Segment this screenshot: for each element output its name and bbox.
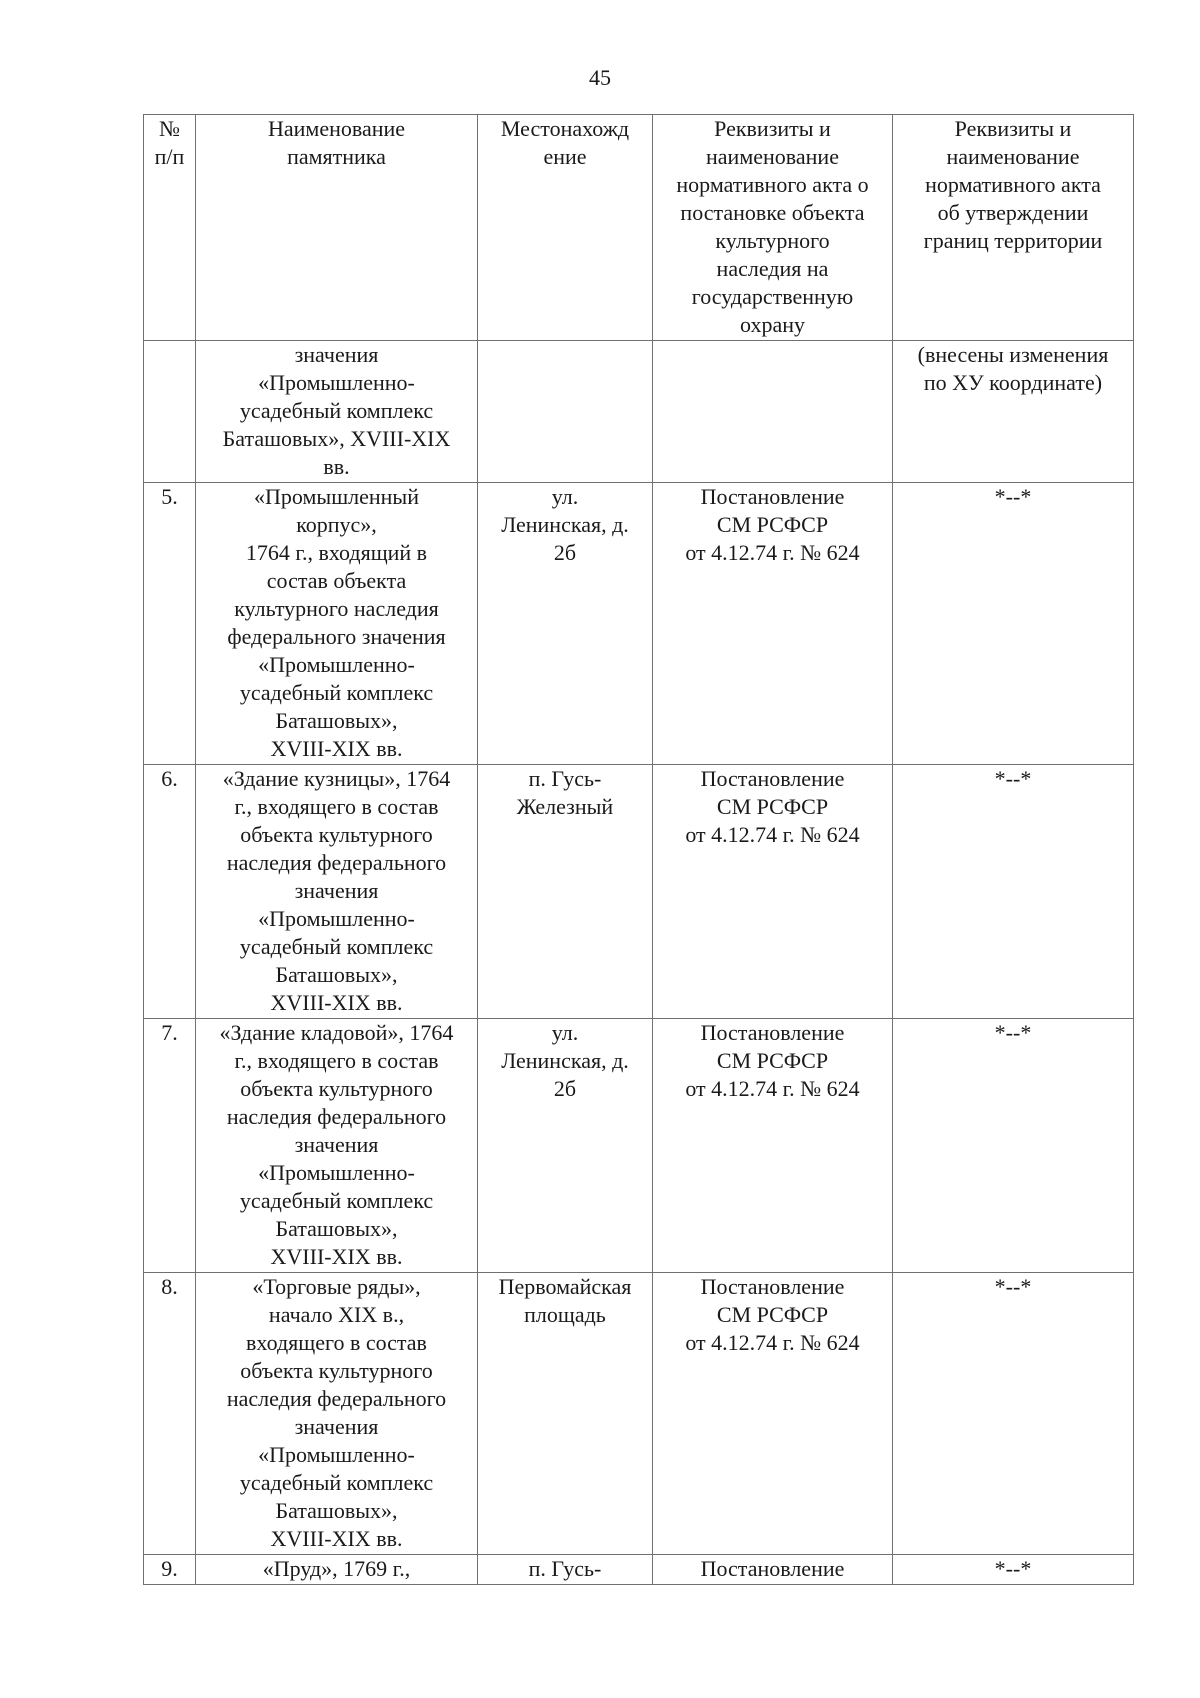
- cell-text-line: усадебный комплекс: [239, 934, 434, 959]
- cell-text-line: наследия федерального: [226, 1386, 447, 1411]
- page-number: 45: [589, 65, 611, 90]
- cell-text-line: нормативного акта: [925, 172, 1101, 197]
- cell-text-line: культурного наследия: [234, 596, 439, 621]
- cell-text-line: «Промышленно-: [258, 1160, 415, 1185]
- cell-text-line: Первомайская: [498, 1274, 632, 1299]
- header-location: [478, 115, 653, 341]
- cell-location: [478, 765, 653, 1019]
- cell-text-line: Постановление: [700, 484, 845, 509]
- cell-text-line: 9.: [161, 1556, 178, 1581]
- cell-text-line: начало XIX в.,: [268, 1302, 405, 1327]
- cell-text-line: наследия федерального: [226, 850, 447, 875]
- cell-text-line: объекта культурного: [240, 1358, 433, 1383]
- cell-text-line: Ленинская, д.: [501, 1048, 629, 1073]
- cell-text-line: усадебный комплекс: [239, 1470, 434, 1495]
- cell-text-line: *--*: [994, 766, 1032, 791]
- table-row: [144, 765, 1134, 1019]
- cell-text-line: государственную: [691, 284, 854, 309]
- cell-text-line: *--*: [994, 1020, 1032, 1045]
- cell-text-line: Постановление: [700, 1556, 845, 1581]
- header-protection-act: [653, 115, 893, 341]
- cell-text-line: от 4.12.74 г. № 624: [685, 1076, 860, 1101]
- cell-text-line: усадебный комплекс: [239, 1188, 434, 1213]
- cell-text-line: Реквизиты и: [954, 116, 1072, 141]
- cell-text-line: 2б: [553, 540, 577, 565]
- cell-text-line: объекта культурного: [240, 1076, 433, 1101]
- cell-text-line: п. Гусь-: [528, 1556, 602, 1581]
- cell-text-line: СМ РСФСР: [716, 1302, 829, 1327]
- cell-text-line: Ленинская, д.: [501, 512, 629, 537]
- table-body: [144, 341, 1134, 1585]
- cell-text-line: Местонахожд: [500, 116, 630, 141]
- cell-boundaries-act: [893, 1273, 1134, 1555]
- cell-text-line: наименование: [946, 144, 1080, 169]
- cell-protection-act: [653, 483, 893, 765]
- cell-text-line: ул.: [551, 484, 579, 509]
- cell-number: [144, 1555, 196, 1585]
- cell-text-line: наследия федерального: [226, 1104, 447, 1129]
- cell-boundaries-act: [893, 1555, 1134, 1585]
- cell-text-line: *--*: [994, 1556, 1032, 1581]
- cell-monument-name: [196, 765, 478, 1019]
- monuments-table: [143, 114, 1134, 1585]
- cell-text-line: «Здание кузницы», 1764: [222, 766, 451, 791]
- cell-text-line: усадебный комплекс: [239, 398, 434, 423]
- cell-text-line: «Пруд», 1769 г.,: [262, 1556, 411, 1581]
- cell-text-line: *--*: [994, 1274, 1032, 1299]
- cell-text-line: 8.: [161, 1274, 178, 1299]
- cell-monument-name: [196, 341, 478, 483]
- header-number: [144, 115, 196, 341]
- table-row: [144, 341, 1134, 483]
- cell-protection-act: [653, 765, 893, 1019]
- cell-location: [478, 483, 653, 765]
- table-row: [144, 1273, 1134, 1555]
- cell-text-line: «Промышленно-: [258, 906, 415, 931]
- header-boundaries-act: [893, 115, 1134, 341]
- cell-number: [144, 483, 196, 765]
- cell-protection-act: [653, 341, 893, 483]
- cell-text-line: г., входящего в состав: [234, 794, 439, 819]
- cell-monument-name: [196, 1019, 478, 1273]
- cell-location: [478, 1273, 653, 1555]
- cell-text-line: об утверждении: [937, 200, 1089, 225]
- cell-text-line: постановке объекта: [680, 200, 865, 225]
- cell-text-line: 2б: [553, 1076, 577, 1101]
- cell-text-line: наследия на: [716, 256, 829, 281]
- cell-text-line: «Торговые ряды»,: [252, 1274, 421, 1299]
- cell-text-line: 6.: [161, 766, 178, 791]
- cell-monument-name: [196, 1273, 478, 1555]
- cell-text-line: площадь: [524, 1302, 606, 1327]
- cell-text-line: (внесены изменения: [917, 342, 1109, 367]
- cell-monument-name: [196, 1555, 478, 1585]
- cell-text-line: «Промышленный: [254, 484, 419, 509]
- cell-protection-act: [653, 1019, 893, 1273]
- cell-monument-name: [196, 483, 478, 765]
- cell-text-line: охрану: [740, 312, 805, 337]
- cell-text-line: п. Гусь-: [528, 766, 602, 791]
- cell-text-line: корпус»,: [296, 512, 377, 537]
- cell-text-line: СМ РСФСР: [716, 512, 829, 537]
- cell-text-line: от 4.12.74 г. № 624: [685, 1330, 860, 1355]
- cell-text-line: по ХУ координате): [923, 370, 1103, 395]
- cell-boundaries-act: [893, 483, 1134, 765]
- cell-text-line: Железный: [516, 794, 614, 819]
- cell-text-line: наименование: [706, 144, 839, 169]
- cell-text-line: Баташовых»,: [275, 1216, 398, 1241]
- cell-boundaries-act: [893, 1019, 1134, 1273]
- cell-number: [144, 765, 196, 1019]
- cell-text-line: от 4.12.74 г. № 624: [685, 822, 860, 847]
- table-row: [144, 483, 1134, 765]
- cell-text-line: Баташовых»,: [275, 1498, 398, 1523]
- table-row: [144, 1555, 1134, 1585]
- header-monument-name: [196, 115, 478, 341]
- cell-text-line: Баташовых»,: [275, 708, 398, 733]
- cell-text-line: XVIII-XIX вв.: [270, 990, 403, 1015]
- cell-text-line: «Промышленно-: [258, 1442, 415, 1467]
- cell-text-line: Постановление: [700, 766, 845, 791]
- cell-text-line: XVIII-XIX вв.: [270, 1526, 403, 1551]
- cell-text-line: СМ РСФСР: [716, 794, 829, 819]
- table-header-row: [144, 115, 1134, 341]
- cell-number: [144, 341, 196, 483]
- cell-text-line: значения: [294, 878, 379, 903]
- cell-text-line: Реквизиты и: [714, 116, 831, 141]
- cell-text-line: нормативного акта о: [676, 172, 869, 197]
- cell-text-line: ул.: [551, 1020, 579, 1045]
- cell-text-line: значения: [294, 1132, 379, 1157]
- cell-boundaries-act: [893, 765, 1134, 1019]
- cell-text-line: «Здание кладовой», 1764: [219, 1020, 454, 1045]
- cell-text-line: *--*: [994, 484, 1032, 509]
- cell-text-line: «Промышленно-: [258, 652, 415, 677]
- cell-location: [478, 1555, 653, 1585]
- cell-text-line: ение: [543, 144, 587, 169]
- cell-number: [144, 1019, 196, 1273]
- cell-text-line: 7.: [161, 1020, 178, 1045]
- cell-text-line: СМ РСФСР: [716, 1048, 829, 1073]
- cell-text-line: Наименование: [267, 116, 406, 141]
- cell-text-line: Постановление: [700, 1020, 845, 1045]
- cell-text-line: XVIII-XIX вв.: [270, 736, 403, 761]
- cell-text-line: федерального значения: [227, 624, 446, 649]
- cell-text-line: п/п: [154, 144, 185, 169]
- cell-text-line: Постановление: [700, 1274, 845, 1299]
- cell-text-line: входящего в состав: [246, 1330, 427, 1355]
- cell-text-line: Баташовых»,: [275, 962, 398, 987]
- cell-boundaries-act: [893, 341, 1134, 483]
- cell-text-line: XVIII-XIX вв.: [270, 1244, 403, 1269]
- cell-text-line: Баташовых», XVIII-XIX: [222, 426, 451, 451]
- cell-text-line: 5.: [161, 484, 178, 509]
- cell-text-line: состав объекта: [266, 568, 407, 593]
- cell-text-line: значения: [294, 1414, 379, 1439]
- cell-text-line: границ территории: [923, 228, 1103, 253]
- table-row: [144, 1019, 1134, 1273]
- cell-protection-act: [653, 1555, 893, 1585]
- cell-text-line: объекта культурного: [240, 822, 433, 847]
- cell-text-line: памятника: [287, 144, 386, 169]
- cell-text-line: от 4.12.74 г. № 624: [685, 540, 860, 565]
- cell-location: [478, 1019, 653, 1273]
- cell-protection-act: [653, 1273, 893, 1555]
- cell-text-line: 1764 г., входящий в: [245, 540, 428, 565]
- cell-text-line: усадебный комплекс: [239, 680, 434, 705]
- cell-text-line: культурного: [715, 228, 830, 253]
- cell-text-line: значения: [294, 342, 379, 367]
- cell-text-line: г., входящего в состав: [234, 1048, 439, 1073]
- cell-text-line: №: [159, 116, 180, 141]
- cell-number: [144, 1273, 196, 1555]
- cell-text-line: вв.: [323, 454, 350, 479]
- cell-text-line: «Промышленно-: [258, 370, 415, 395]
- cell-location: [478, 341, 653, 483]
